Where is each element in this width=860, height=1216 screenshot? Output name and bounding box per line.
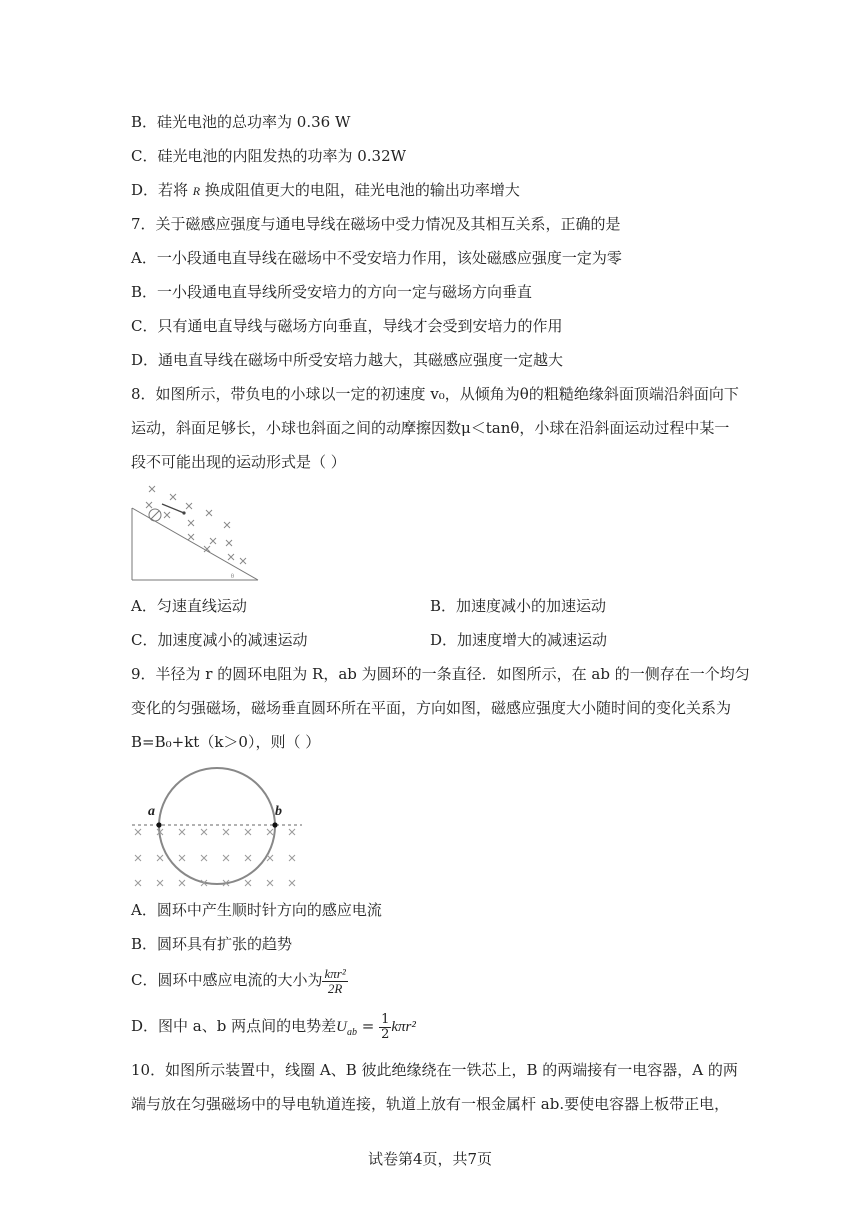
q9-stem-line1: 9．半径为 r 的圆环电阻为 R，ab 为圆环的一条直径．如图所示，在 ab 的一侧存在一个均匀 (131, 665, 750, 683)
q10-line2: 端与放在匀强磁场中的导电轨道连接，轨道上放有一根金属杆 ab.要使电容器上板带正电， (131, 1095, 730, 1113)
q7-stem: 7．关于磁感应强度与通电导线在磁场中受力情况及其相互关系，正确的是 (131, 215, 621, 233)
velocity-arrow-head (182, 511, 185, 514)
q7-option-b: B．一小段通电直导线所受安培力的方向一定与磁场方向垂直 (131, 283, 533, 301)
ring-figure (128, 762, 304, 898)
q7-option-d: D．通电直导线在磁场中所受安培力越大，其磁感应强度一定越大 (131, 351, 564, 369)
q6-option-b: B．硅光电池的总功率为 0.36 W (131, 113, 351, 131)
q6-option-c: C．硅光电池的内阻发热的功率为 0.32W (131, 147, 407, 165)
q8-stem-line3: 段不可能出现的运动形式是（ ） (131, 453, 346, 471)
magnetic-field-crosses (135, 829, 295, 886)
q9-option-c: C．圆环中感应电流的大小为 $\frac{\text{kπr²}}{2R}$ (131, 965, 346, 996)
q6-option-d: D．若将 R 换成阻值更大的电阻，硅光电池的输出功率增大 (131, 181, 520, 199)
q8-option-c: C．加速度减小的减速运动 (131, 631, 308, 649)
velocity-arrow (162, 504, 184, 513)
q8-option-a: A．匀速直线运动 (131, 597, 247, 615)
q7-option-c: C．只有通电直导线与磁场方向垂直，导线才会受到安培力的作用 (131, 317, 563, 335)
q8-stem-line1: 8．如图所示，带负电的小球以一定的初速度 v₀，从倾角为θ的粗糙绝缘斜面顶端沿斜面向下 (131, 385, 739, 403)
q9-option-a: A．圆环中产生顺时针方向的感应电流 (131, 901, 382, 919)
point-a-label: a (148, 804, 155, 819)
q9-option-d: D．图中 a、b 两点间的电势差$U_{ab}$ = $\frac{1}{2}$ kπr² (131, 1011, 416, 1042)
ball-minus-sign (151, 511, 159, 519)
ring (159, 768, 275, 884)
q8-option-b: B．加速度减小的加速运动 (430, 597, 607, 615)
point-b (272, 822, 277, 827)
point-a (156, 822, 161, 827)
q8-option-d: D．加速度增大的减速运动 (430, 631, 608, 649)
q9-option-b: B．圆环具有扩张的趋势 (131, 935, 293, 953)
q10-line1: 10．如图所示装置中，线圈 A、B 彼此绝缘绕在一铁芯上，B 的两端接有一电容器，A 的两 (131, 1061, 738, 1079)
point-b-label: b (275, 804, 282, 819)
q9-stem-line3: B=B₀+kt（k＞0），则（ ） (131, 733, 321, 751)
incline-figure (128, 482, 262, 582)
q7-option-a: A．一小段通电直导线在磁场中不受安培力作用，该处磁感应强度一定为零 (131, 249, 622, 267)
q9-stem-line2: 变化的匀强磁场，磁场垂直圆环所在平面，方向如图，磁感应强度大小随时间的变化关系为 (131, 699, 732, 717)
incline-angle-label: θ (231, 574, 234, 580)
q8-stem-line2: 运动，斜面足够长，小球也斜面之间的动摩擦因数μ＜tanθ，小球在沿斜面运动过程中某一 (131, 419, 730, 437)
page-footer: 试卷第4页，共7页 (367, 1150, 493, 1168)
